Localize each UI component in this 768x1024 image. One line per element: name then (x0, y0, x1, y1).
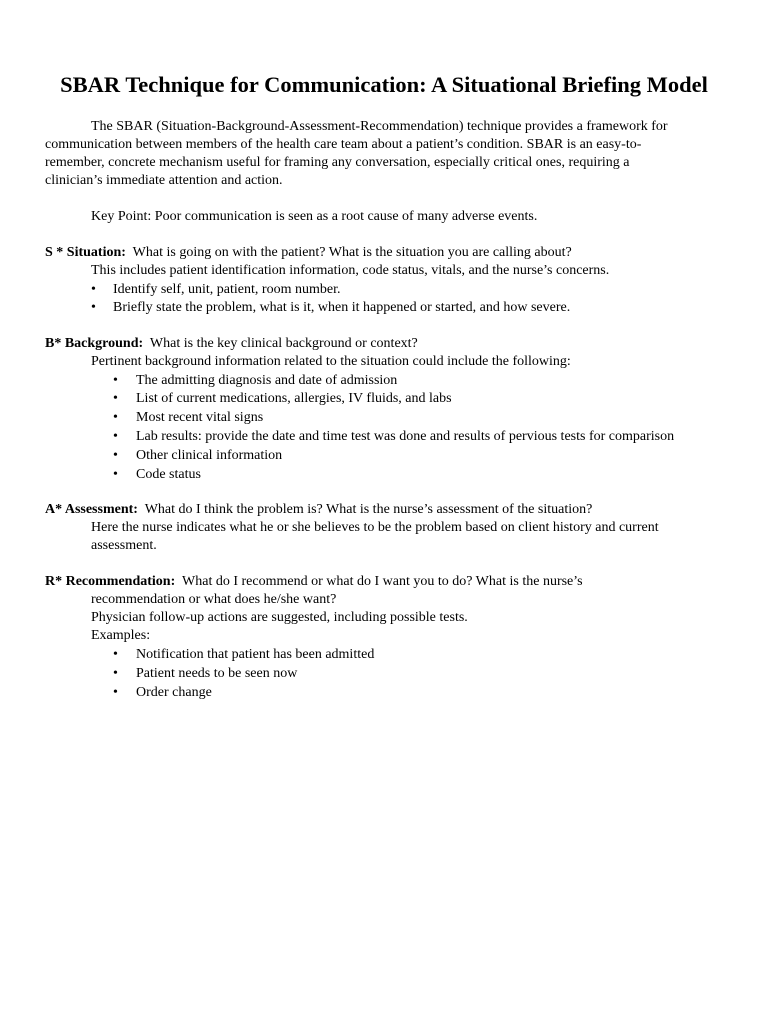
recommendation-bullet-3: Order change (136, 685, 212, 700)
bullet-glyph: • (91, 282, 96, 297)
background-heading-line (45, 335, 418, 353)
recommendation-question: What do I recommend or what do I want you to do? What is the nurse’s (182, 574, 583, 589)
bullet-glyph: • (113, 429, 118, 444)
situation-question: What is going on with the patient? What is the situation you are calling about? (132, 245, 572, 260)
bullet-glyph: • (113, 467, 118, 482)
situation-bullet-2: Briefly state the problem, what is it, when it happened or started, and how severe. (113, 300, 571, 315)
key-point: Key Point: Poor communication is seen as a root cause of many adverse events. (91, 209, 538, 224)
assessment-question: What do I think the problem is? What is the nurse’s assessment of the situation? (144, 502, 593, 517)
bullet-glyph: • (113, 410, 118, 425)
background-bullet-6: Code status (136, 467, 201, 482)
background-bullet-5: Other clinical information (136, 448, 283, 463)
intro-line-4: clinician’s immediate attention and action. (45, 173, 283, 188)
recommendation-heading-line (45, 573, 583, 591)
background-description: Pertinent background information related to the situation could include the following: (91, 354, 571, 369)
background-bullet-3: Most recent vital signs (136, 410, 264, 425)
background-bullet-1: The admitting diagnosis and date of admission (136, 373, 398, 388)
bullet-glyph: • (113, 647, 118, 662)
assessment-description-line-2: assessment. (91, 538, 157, 553)
background-heading: B* Background: (45, 336, 144, 351)
background-question: What is the key clinical background or context? (149, 336, 418, 351)
recommendation-description: Physician follow-up actions are suggested, including possible tests. (91, 610, 468, 625)
recommendation-bullet-2: Patient needs to be seen now (136, 666, 298, 681)
situation-heading-line (45, 244, 572, 262)
situation-heading: S * Situation: (45, 245, 126, 260)
recommendation-heading: R* Recommendation: (45, 574, 176, 589)
background-bullet-2: List of current medications, allergies, IV fluids, and labs (136, 391, 452, 406)
recommendation-bullet-1: Notification that patient has been admitted (136, 647, 375, 662)
bullet-glyph: • (113, 666, 118, 681)
bullet-glyph: • (113, 685, 118, 700)
intro-line-2: communication between members of the health care team about a patient’s condition. SBAR is an easy-to- (45, 137, 642, 152)
recommendation-examples-label: Examples: (91, 628, 151, 643)
recommendation-question-cont: recommendation or what does he/she want? (91, 592, 337, 607)
assessment-heading: A* Assessment: (45, 502, 138, 517)
document-title: SBAR Technique for Communication: A Situational Briefing Model (60, 72, 708, 97)
situation-bullet-1: Identify self, unit, patient, room number. (113, 282, 341, 297)
assessment-heading-line (45, 501, 592, 519)
intro-line-1: The SBAR (Situation-Background-Assessment-Recommendation) technique provides a framework for (91, 119, 668, 134)
background-bullet-4: Lab results: provide the date and time test was done and results of pervious tests for comparison (136, 429, 675, 444)
bullet-glyph: • (113, 391, 118, 406)
bullet-glyph: • (91, 300, 96, 315)
situation-description: This includes patient identification information, code status, vitals, and the nurse’s concerns. (91, 263, 610, 278)
bullet-glyph: • (113, 448, 118, 463)
bullet-glyph: • (113, 373, 118, 388)
intro-line-3: remember, concrete mechanism useful for framing any conversation, especially critical ones, requiring a (45, 155, 630, 170)
assessment-description-line-1: Here the nurse indicates what he or she believes to be the problem based on client history and current (91, 520, 659, 535)
